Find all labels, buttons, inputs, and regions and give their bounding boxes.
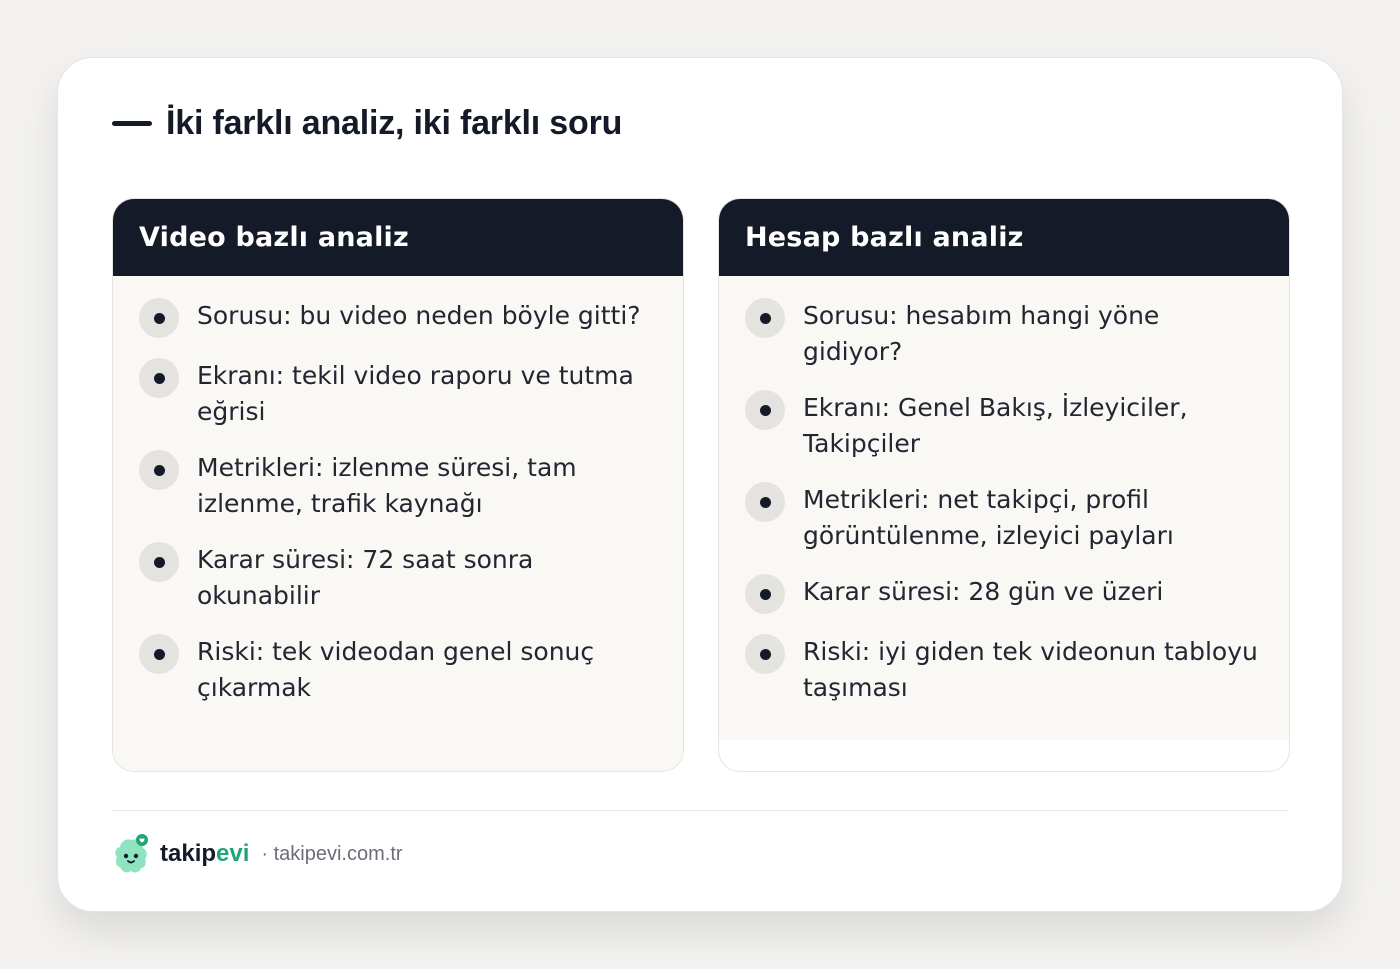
- list-item-text: Ekranı: tekil video raporu ve tutma eğrisi: [197, 361, 634, 426]
- video-analysis-panel: [112, 198, 684, 772]
- footer-divider: [112, 810, 1288, 811]
- list-item: [139, 298, 657, 338]
- list-item-text: Karar süresi: 72 saat sonra okunabilir: [197, 545, 534, 610]
- bullet-icon: [745, 634, 785, 674]
- list-item: [139, 450, 657, 522]
- bullet-icon: [139, 450, 179, 490]
- brand-name: [160, 840, 249, 868]
- panel-title: Hesap bazlı analiz: [719, 199, 1289, 276]
- brand-main: takip: [160, 840, 217, 867]
- list-item-text: Riski: tek videodan genel sonuç çıkarmak: [197, 637, 595, 702]
- ghost-mascot-icon: [112, 833, 150, 875]
- heading-dash: [112, 121, 152, 126]
- bullet-icon: [745, 482, 785, 522]
- bullet-icon: [139, 298, 179, 338]
- section-heading: [112, 104, 622, 143]
- page-title: İki farklı analiz, iki farklı soru: [166, 104, 623, 142]
- list-item-text: Riski: iyi giden tek videonun tabloyu taşıması: [803, 637, 1258, 702]
- list-item: [745, 390, 1263, 462]
- bullet-icon: [139, 358, 179, 398]
- list-item: [745, 482, 1263, 554]
- list-item-text: Ekranı: Genel Bakış, İzleyiciler, Takipçiler: [803, 393, 1188, 458]
- list-item: [139, 358, 657, 430]
- account-analysis-panel: [718, 198, 1290, 772]
- list-item: [745, 298, 1263, 370]
- bullet-icon: [139, 634, 179, 674]
- bullet-icon: [745, 390, 785, 430]
- list-item: [745, 574, 1263, 614]
- panel-title: Video bazlı analiz: [113, 199, 683, 276]
- list-item-text: Sorusu: hesabım hangi yöne gidiyor?: [803, 301, 1160, 366]
- bullet-icon: [745, 574, 785, 614]
- list-item: [139, 542, 657, 614]
- list-item-text: Sorusu: bu video neden böyle gitti?: [197, 301, 641, 330]
- panel-list: [719, 276, 1289, 740]
- bullet-icon: [139, 542, 179, 582]
- site-url[interactable]: · takipevi.com.tr: [261, 842, 403, 865]
- list-item-text: Metrikleri: izlenme süresi, tam izlenme, trafik kaynağı: [197, 453, 577, 518]
- brand-accent: evi: [216, 840, 250, 867]
- bullet-icon: [745, 298, 785, 338]
- list-item: [139, 634, 657, 706]
- list-item: [745, 634, 1263, 706]
- list-item-text: Metrikleri: net takipçi, profil görüntülenme, izleyici payları: [803, 485, 1174, 550]
- footer: [112, 832, 403, 876]
- panel-list: [113, 276, 683, 772]
- list-item-text: Karar süresi: 28 gün ve üzeri: [803, 577, 1164, 606]
- content-card: [57, 57, 1343, 912]
